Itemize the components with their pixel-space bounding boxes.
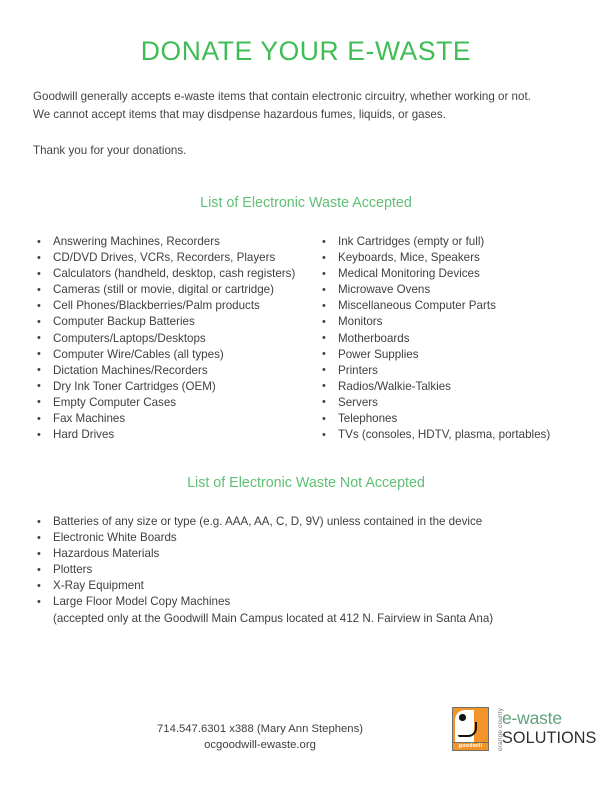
- list-item: • Dictation Machines/Recorders: [37, 363, 317, 379]
- contact-phone: 714.547.6301 x388 (Mary Ann Stephens): [157, 723, 363, 735]
- list-item: • Fax Machines: [37, 411, 317, 427]
- list-item: • Calculators (handheld, desktop, cash registers): [37, 266, 317, 282]
- list-item: • Electronic White Boards: [37, 530, 577, 546]
- list-item: • Cell Phones/Blackberries/Palm products: [37, 298, 317, 314]
- list-item: • Ink Cartridges (empty or full): [322, 234, 602, 250]
- logo-smile-icon: [458, 722, 477, 737]
- list-item: • Radios/Walkie-Talkies: [322, 379, 602, 395]
- list-item: • Motherboards: [322, 331, 602, 347]
- list-item: • Servers: [322, 395, 602, 411]
- list-item: • Dry Ink Toner Cartridges (OEM): [37, 379, 317, 395]
- logo-vertical-text-label: orange county: [497, 707, 504, 751]
- intro-paragraph-1: Goodwill generally accepts e-waste items that contain electronic circuitry, whether working or not. We cannot accept items that may disdpense hazardous fumes, liquids, or gases.: [33, 90, 531, 121]
- page-title: DONATE YOUR E-WASTE: [140, 36, 472, 66]
- list-item: • Telephones: [322, 411, 602, 427]
- not-accepted-list: [37, 514, 577, 627]
- logo-goodwill-wordmark: goodwill: [452, 742, 489, 751]
- goodwill-smiling-g-icon: [452, 707, 489, 751]
- list-item: • Computer Backup Batteries: [37, 314, 317, 330]
- list-item: • Hazardous Materials: [37, 546, 577, 562]
- list-item: • Hard Drives: [37, 427, 317, 443]
- list-item-note: (accepted only at the Goodwill Main Campus located at 412 N. Fairview in Santa Ana): [53, 611, 494, 625]
- logo-eye-icon: [459, 714, 466, 721]
- list-item: • Printers: [322, 363, 602, 379]
- list-item: • Computer Wire/Cables (all types): [37, 347, 317, 363]
- list-item: • Plotters: [37, 562, 577, 578]
- list-item: • Computers/Laptops/Desktops: [37, 331, 317, 347]
- list-item: • Cameras (still or movie, digital or cartridge): [37, 282, 317, 298]
- list-item-label: Large Floor Model Copy Machines: [53, 595, 231, 609]
- accepted-list-right-column: [322, 234, 602, 443]
- logo-orange-square: [452, 707, 489, 743]
- list-item: • CD/DVD Drives, VCRs, Recorders, Players: [37, 250, 317, 266]
- list-item: • Monitors: [322, 314, 602, 330]
- section-heading-accepted: List of Electronic Waste Accepted: [200, 195, 412, 211]
- logo-ewaste-text: e-waste: [502, 708, 562, 728]
- list-item: • Microwave Ovens: [322, 282, 602, 298]
- section-heading-not-accepted: List of Electronic Waste Not Accepted: [187, 475, 425, 491]
- logo-solutions-text: SOLUTIONS: [502, 729, 597, 747]
- list-item: • TVs (consoles, HDTV, plasma, portables): [322, 427, 602, 443]
- contact-website[interactable]: ocgoodwill-ewaste.org: [204, 738, 316, 751]
- list-item: • Batteries of any size or type (e.g. AAA, AA, C, D, 9V) unless contained in the device: [37, 514, 577, 530]
- list-item: • Answering Machines, Recorders: [37, 234, 317, 250]
- intro-text-block: [33, 88, 543, 160]
- list-item: [37, 594, 577, 626]
- list-item: • X-Ray Equipment: [37, 578, 577, 594]
- goodwill-ewaste-solutions-logo: [452, 705, 597, 757]
- intro-paragraph-2: Thank you for your donations.: [33, 144, 187, 157]
- accepted-list-left-column: [37, 234, 317, 443]
- logo-vertical-text: [490, 707, 504, 751]
- list-item: • Empty Computer Cases: [37, 395, 317, 411]
- list-item: • Keyboards, Mice, Speakers: [322, 250, 602, 266]
- footer-contact-block: [105, 722, 415, 753]
- list-item: • Power Supplies: [322, 347, 602, 363]
- list-item: • Medical Monitoring Devices: [322, 266, 602, 282]
- list-item: • Miscellaneous Computer Parts: [322, 298, 602, 314]
